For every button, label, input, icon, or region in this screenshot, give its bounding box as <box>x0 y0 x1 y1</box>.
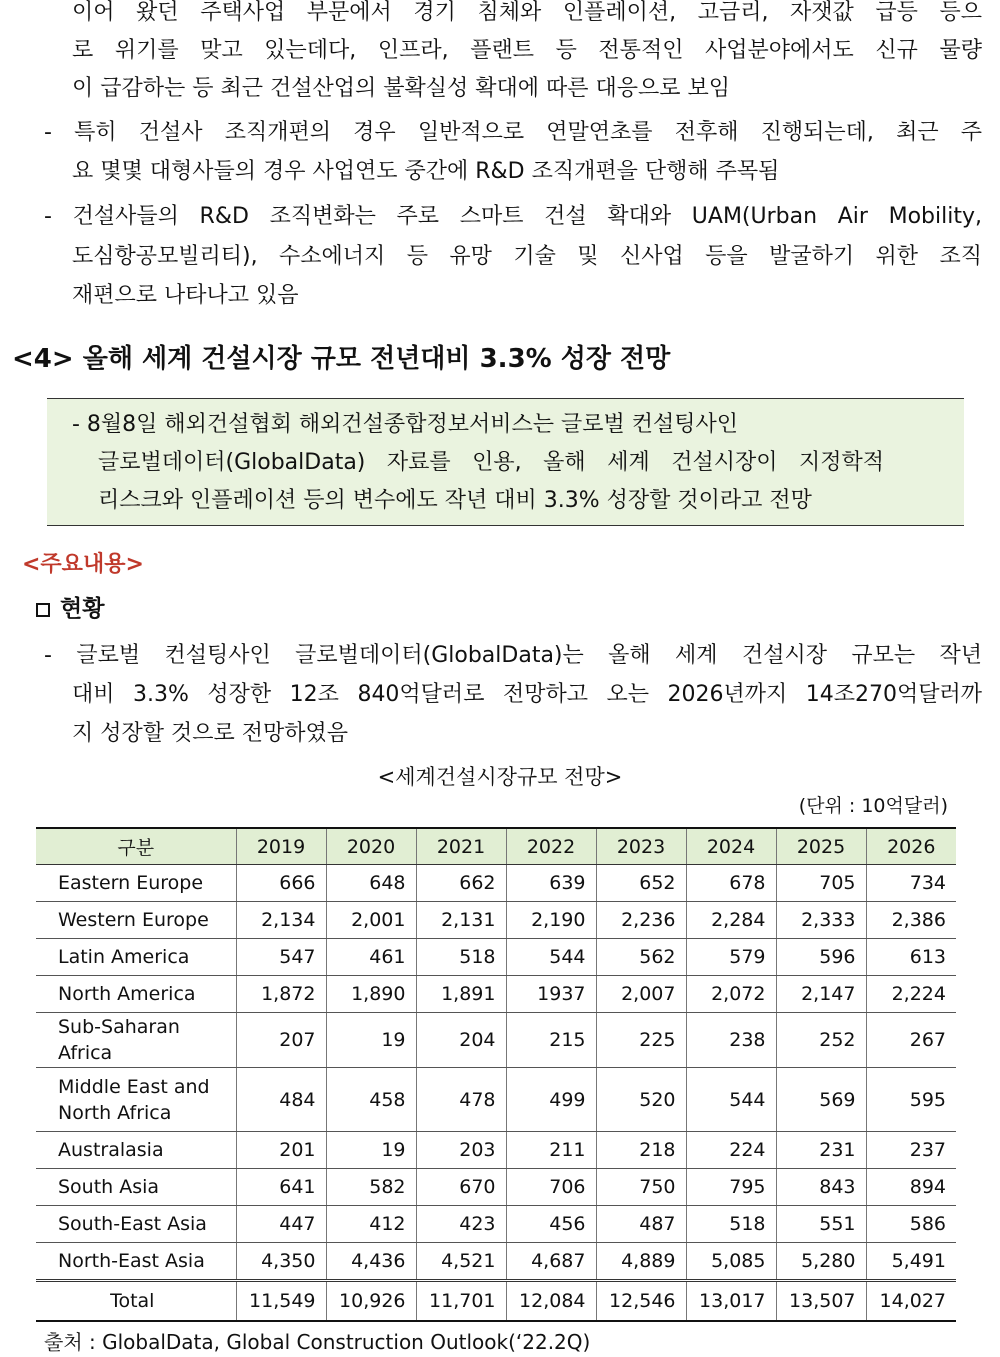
value-cell: 2,131 <box>416 902 506 939</box>
status-heading <box>36 590 104 628</box>
value-cell: 648 <box>326 865 416 902</box>
value-cell: 562 <box>596 939 686 976</box>
value-cell: 458 <box>326 1068 416 1132</box>
table-row <box>36 1132 956 1169</box>
value-cell: 1937 <box>506 976 596 1013</box>
value-cell: 4,521 <box>416 1243 506 1281</box>
summary-line-1: - 8월8일 해외건설협회 해외건설종합정보서비스는 글로벌 컨설팅사인 <box>72 412 738 437</box>
value-cell: 706 <box>506 1169 596 1206</box>
header-year: 2023 <box>596 828 686 865</box>
value-cell: 652 <box>596 865 686 902</box>
bullet-3-line-2: 도심항공모빌리티), 수소에너지 등 유망 기술 및 신사업 등을 발굴하기 위한 조직 <box>72 244 982 269</box>
value-cell: 795 <box>686 1169 776 1206</box>
value-cell: 203 <box>416 1132 506 1169</box>
value-cell: 705 <box>776 865 866 902</box>
value-cell: 2,333 <box>776 902 866 939</box>
checkbox-square-icon <box>36 603 50 617</box>
value-cell: 2,134 <box>236 902 326 939</box>
value-cell: 544 <box>506 939 596 976</box>
value-cell: 678 <box>686 865 776 902</box>
main-contents-label: <주요내용> <box>22 552 144 577</box>
value-cell: 224 <box>686 1132 776 1169</box>
value-cell: 5,491 <box>866 1243 956 1281</box>
value-cell: 225 <box>596 1013 686 1068</box>
total-label: Total <box>36 1281 236 1322</box>
total-row <box>36 1281 956 1322</box>
total-value-cell: 14,027 <box>866 1281 956 1322</box>
region-cell: Eastern Europe <box>36 865 236 902</box>
header-year: 2019 <box>236 828 326 865</box>
intro-line-1: 이어 왔던 주택사업 부문에서 경기 침체와 인플레이션, 고금리, 자잿값 급등 등으 <box>72 0 982 25</box>
value-cell: 4,889 <box>596 1243 686 1281</box>
value-cell: 2,190 <box>506 902 596 939</box>
value-cell: 595 <box>866 1068 956 1132</box>
value-cell: 596 <box>776 939 866 976</box>
header-year: 2021 <box>416 828 506 865</box>
value-cell: 447 <box>236 1206 326 1243</box>
value-cell: 1,891 <box>416 976 506 1013</box>
value-cell: 211 <box>506 1132 596 1169</box>
section-title: <4> 올해 세계 건설시장 규모 전년대비 3.3% 성장 전망 <box>12 344 671 374</box>
market-size-table <box>36 827 956 1322</box>
status-line-1: - 글로벌 컨설팅사인 글로벌데이터(GlobalData)는 올해 세계 건설시장 규모는 작년 <box>44 643 982 668</box>
status-heading-text: 현황 <box>60 596 105 622</box>
value-cell: 2,284 <box>686 902 776 939</box>
value-cell: 2,224 <box>866 976 956 1013</box>
value-cell: 520 <box>596 1068 686 1132</box>
value-cell: 2,001 <box>326 902 416 939</box>
value-cell: 518 <box>686 1206 776 1243</box>
value-cell: 1,890 <box>326 976 416 1013</box>
value-cell: 894 <box>866 1169 956 1206</box>
summary-line-3: 리스크와 인플레이션 등의 변수에도 작년 대비 3.3% 성장할 것이라고 전망 <box>98 488 812 513</box>
region-cell: Western Europe <box>36 902 236 939</box>
table-body <box>36 865 956 1322</box>
value-cell: 456 <box>506 1206 596 1243</box>
value-cell: 204 <box>416 1013 506 1068</box>
total-value-cell: 11,701 <box>416 1281 506 1322</box>
value-cell: 207 <box>236 1013 326 1068</box>
source-note: 출처 : GlobalData, Global Construction Outlook(‘22.2Q) <box>44 1330 591 1354</box>
value-cell: 201 <box>236 1132 326 1169</box>
value-cell: 843 <box>776 1169 866 1206</box>
region-cell: North-East Asia <box>36 1243 236 1281</box>
total-value-cell: 12,546 <box>596 1281 686 1322</box>
header-year: 2026 <box>866 828 956 865</box>
summary-line-2: 글로벌데이터(GlobalData) 자료를 인용, 올해 세계 건설시장이 지정학적 <box>98 450 884 475</box>
table-row <box>36 1169 956 1206</box>
value-cell: 412 <box>326 1206 416 1243</box>
status-line-3: 지 성장할 것으로 전망하였음 <box>72 721 349 746</box>
value-cell: 750 <box>596 1169 686 1206</box>
value-cell: 4,687 <box>506 1243 596 1281</box>
total-value-cell: 10,926 <box>326 1281 416 1322</box>
value-cell: 1,872 <box>236 976 326 1013</box>
bullet-2-line-1: - 특히 건설사 조직개편의 경우 일반적으로 연말연초를 전후해 진행되는데, 최근 주 <box>44 120 982 145</box>
value-cell: 518 <box>416 939 506 976</box>
value-cell: 670 <box>416 1169 506 1206</box>
value-cell: 4,350 <box>236 1243 326 1281</box>
bullet-3-line-1: - 건설사들의 R&D 조직변화는 주로 스마트 건설 확대와 UAM(Urban Air Mobility, <box>44 204 982 229</box>
total-value-cell: 12,084 <box>506 1281 596 1322</box>
value-cell: 641 <box>236 1169 326 1206</box>
value-cell: 215 <box>506 1013 596 1068</box>
table-row <box>36 1068 956 1132</box>
header-year: 2022 <box>506 828 596 865</box>
bullet-2-line-2: 요 몇몇 대형사들의 경우 사업연도 중간에 R&D 조직개편을 단행해 주목됨 <box>72 159 780 184</box>
header-year: 2025 <box>776 828 866 865</box>
status-line-2: 대비 3.3% 성장한 12조 840억달러로 전망하고 오는 2026년까지 14조270억달러까 <box>72 682 982 707</box>
table-row <box>36 1013 956 1068</box>
table-caption: <세계건설시장규모 전망> <box>377 765 623 789</box>
value-cell: 582 <box>326 1169 416 1206</box>
value-cell: 231 <box>776 1132 866 1169</box>
value-cell: 5,085 <box>686 1243 776 1281</box>
value-cell: 569 <box>776 1068 866 1132</box>
value-cell: 252 <box>776 1013 866 1068</box>
value-cell: 544 <box>686 1068 776 1132</box>
total-value-cell: 13,507 <box>776 1281 866 1322</box>
table-row <box>36 1243 956 1281</box>
table-row <box>36 976 956 1013</box>
value-cell: 2,072 <box>686 976 776 1013</box>
value-cell: 238 <box>686 1013 776 1068</box>
region-cell: South Asia <box>36 1169 236 1206</box>
value-cell: 586 <box>866 1206 956 1243</box>
table-row <box>36 902 956 939</box>
value-cell: 662 <box>416 865 506 902</box>
value-cell: 19 <box>326 1132 416 1169</box>
value-cell: 4,436 <box>326 1243 416 1281</box>
region-cell: South-East Asia <box>36 1206 236 1243</box>
region-cell: Latin America <box>36 939 236 976</box>
region-cell: Sub-Saharan Africa <box>36 1013 236 1068</box>
value-cell: 2,007 <box>596 976 686 1013</box>
value-cell: 218 <box>596 1132 686 1169</box>
region-cell: North America <box>36 976 236 1013</box>
table-row <box>36 1206 956 1243</box>
total-value-cell: 11,549 <box>236 1281 326 1322</box>
value-cell: 478 <box>416 1068 506 1132</box>
value-cell: 5,280 <box>776 1243 866 1281</box>
value-cell: 461 <box>326 939 416 976</box>
header-year: 2020 <box>326 828 416 865</box>
value-cell: 237 <box>866 1132 956 1169</box>
value-cell: 487 <box>596 1206 686 1243</box>
intro-line-2: 로 위기를 맞고 있는데다, 인프라, 플랜트 등 전통적인 사업분야에서도 신규 물량 <box>72 38 982 63</box>
value-cell: 579 <box>686 939 776 976</box>
value-cell: 267 <box>866 1013 956 1068</box>
value-cell: 2,386 <box>866 902 956 939</box>
value-cell: 484 <box>236 1068 326 1132</box>
value-cell: 613 <box>866 939 956 976</box>
bullet-3-line-3: 재편으로 나타나고 있음 <box>72 283 299 308</box>
table-row <box>36 865 956 902</box>
value-cell: 2,147 <box>776 976 866 1013</box>
header-year: 2024 <box>686 828 776 865</box>
value-cell: 2,236 <box>596 902 686 939</box>
table-unit: (단위 : 10억달러) <box>798 795 948 817</box>
value-cell: 499 <box>506 1068 596 1132</box>
value-cell: 734 <box>866 865 956 902</box>
value-cell: 639 <box>506 865 596 902</box>
header-category: 구분 <box>36 828 236 865</box>
value-cell: 423 <box>416 1206 506 1243</box>
table-row <box>36 939 956 976</box>
region-cell: Australasia <box>36 1132 236 1169</box>
total-value-cell: 13,017 <box>686 1281 776 1322</box>
value-cell: 547 <box>236 939 326 976</box>
intro-line-3: 이 급감하는 등 최근 건설산업의 불확실성 확대에 따른 대응으로 보임 <box>72 76 730 101</box>
value-cell: 19 <box>326 1013 416 1068</box>
table-header-row <box>36 828 956 865</box>
region-cell: Middle East and North Africa <box>36 1068 236 1132</box>
value-cell: 551 <box>776 1206 866 1243</box>
value-cell: 666 <box>236 865 326 902</box>
